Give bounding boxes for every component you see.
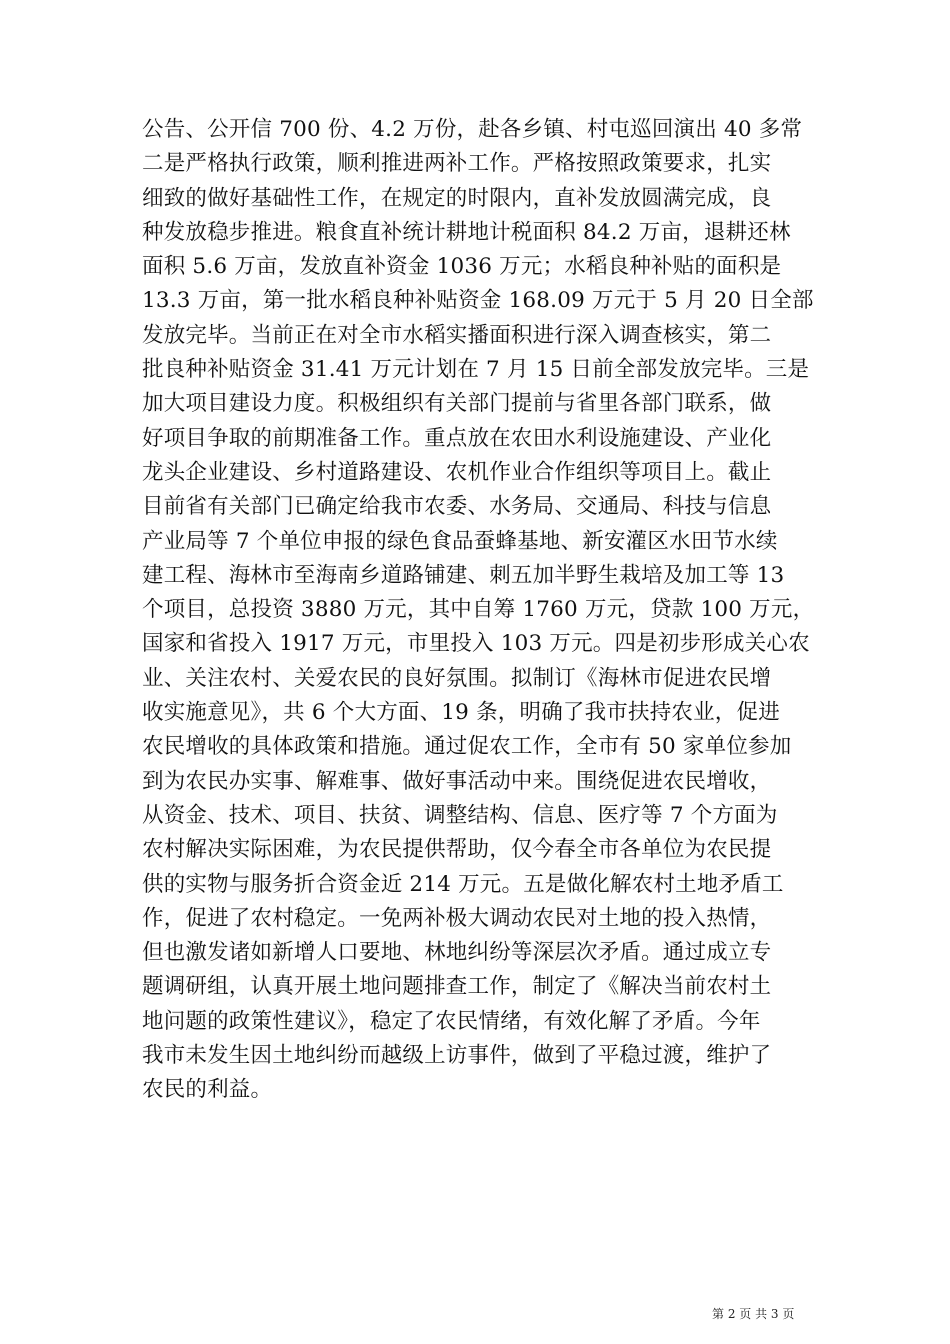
text-line: 农民的利益。: [142, 1077, 273, 1103]
text-line: 地问题的政策性建议》，稳定了农民情绪，有效化解了矛盾。今年: [142, 1008, 761, 1034]
text-line: 农民增收的具体政策和措施。通过促农工作，全市有 50 家单位参加: [142, 734, 792, 760]
text-line: 批良种补贴资金 31.41 万元计划在 7 月 15 日前全部发放完毕。三是: [142, 357, 810, 383]
text-line: 种发放稳步推进。粮食直补统计耕地计税面积 84.2 万亩，退耕还林: [142, 219, 791, 245]
text-line: 发放完毕。当前正在对全市水稻实播面积进行深入调查核实，第二: [142, 322, 772, 348]
text-line: 个项目，总投资 3880 万元，其中自筹 1760 万元，贷款 100 万元，: [142, 597, 815, 623]
text-line: 供的实物与服务折合资金近 214 万元。五是做化解农村土地矛盾工: [142, 871, 784, 897]
text-line: 13.3 万亩，第一批水稻良种补贴资金 168.09 万元于 5 月 20 日全部: [142, 288, 814, 314]
text-line: 我市未发生因土地纠纷而越级上访事件，做到了平稳过渡，维护了: [142, 1043, 772, 1069]
text-line: 二是严格执行政策，顺利推进两补工作。严格按照政策要求，扎实: [142, 151, 772, 177]
text-line: 到为农民办实事、解难事、做好事活动中来。围绕促进农民增收，: [142, 768, 772, 794]
text-line: 从资金、技术、项目、扶贫、调整结构、信息、医疗等 7 个方面为: [142, 802, 778, 828]
page-number: 第 2 页 共 3 页: [712, 1307, 795, 1321]
text-line: 细致的做好基础性工作，在规定的时限内，直补发放圆满完成，良: [142, 185, 772, 211]
text-line: 题调研组，认真开展土地问题排查工作，制定了《解决当前农村土: [142, 974, 772, 1000]
body-paragraph: [142, 113, 815, 1108]
text-line: 目前省有关部门已确定给我市农委、水务局、交通局、科技与信息: [142, 494, 772, 520]
text-line: 面积 5.6 万亩，发放直补资金 1036 万元；水稻良种补贴的面积是: [142, 254, 782, 280]
text-line: 农村解决实际困难，为农民提供帮助，仅今春全市各单位为农民提: [142, 837, 772, 863]
text-line: 但也激发诸如新增人口要地、林地纠纷等深层次矛盾。通过成立专: [142, 940, 772, 966]
text-line: 建工程、海林市至海南乡道路铺建、刺五加半野生栽培及加工等 13: [142, 562, 785, 588]
text-line: 公告、公开信 700 份、4.2 万份，赴各乡镇、村屯巡回演出 40 多常: [142, 117, 803, 142]
text-line: 产业局等 7 个单位申报的绿色食品蚕蜂基地、新安灌区水田节水续: [142, 528, 778, 554]
text-line: 龙头企业建设、乡村道路建设、农机作业合作组织等项目上。截止: [142, 459, 772, 485]
text-line: 加大项目建设力度。积极组织有关部门提前与省里各部门联系，做: [142, 391, 772, 417]
text-line: 国家和省投入 1917 万元，市里投入 103 万元。四是初步形成关心农: [142, 631, 810, 657]
text-line: 业、关注农村、关爱农民的良好氛围。拟制订《海林市促进农民增: [142, 665, 772, 691]
text-line: 收实施意见》，共 6 个大方面、19 条，明确了我市扶持农业，促进: [142, 700, 780, 726]
text-line: 好项目争取的前期准备工作。重点放在农田水利设施建设、产业化: [142, 425, 772, 451]
text-line: 作，促进了农村稳定。一免两补极大调动农民对土地的投入热情，: [142, 905, 772, 931]
